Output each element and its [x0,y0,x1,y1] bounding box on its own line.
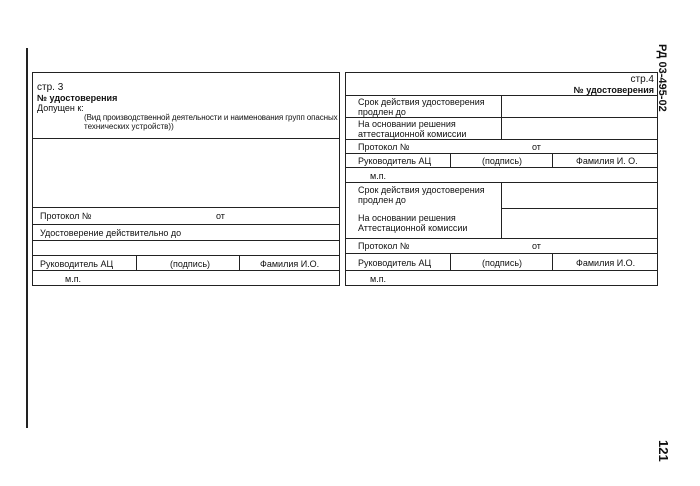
right-name2-label: Фамилия И.О. [576,258,636,268]
right-bottom-border [346,285,658,286]
left-name-label: Фамилия И.О. [260,259,320,269]
right-divider-3 [346,139,658,140]
left-activity-caption-1: (Вид производственной деятельности и наименования групп опасных [84,113,338,122]
right-head2-label: Руководитель АЦ [358,258,432,268]
right-signature2-label: (подпись) [482,258,523,268]
left-cert-number-label: № удостоверения [37,93,118,103]
left-sig-sep-1 [136,255,137,270]
binding-edge-line [26,48,28,428]
center-rule-1 [339,72,340,286]
left-stamp-label: м.п. [65,274,82,284]
left-left-border [32,72,33,286]
right-divider-2 [346,117,658,118]
left-top-border [32,72,340,73]
right-basis1-line1: На основании решения [358,119,456,129]
right-divider-10 [346,270,658,271]
right-extension2-line2: продлен до [358,195,406,205]
right-sig1-sep-2 [552,153,553,167]
left-head-label: Руководитель АЦ [40,259,114,269]
right-basis1-line2: аттестационной комиссии [358,129,467,139]
right-divider-1 [346,95,658,96]
right-top-border [346,72,658,73]
right-extension1-line1: Срок действия удостоверения [358,97,485,107]
left-divider-6 [32,270,340,271]
right-signature1-label: (подпись) [482,156,523,166]
right-protocol2-label: Протокол № [358,241,410,251]
right-stamp1-label: м.п. [370,171,387,181]
right-divider-4 [346,153,658,154]
right-page-label: стр.4 [630,74,654,85]
doc-code-label: РД 03-495-02 [656,44,668,112]
left-card [32,72,340,286]
right-protocol1-from-label: от [532,142,541,152]
right-ext2-sep [501,182,502,238]
left-protocol-from-label: от [216,211,225,221]
right-divider-6 [346,182,658,183]
left-divider-2 [32,207,340,208]
right-divider-5 [346,167,658,168]
right-sig2-sep-1 [450,253,451,270]
left-bottom-border [32,285,340,286]
left-divider-1 [32,138,340,139]
right-protocol2-from-label: от [532,241,541,251]
left-signature-label: (подпись) [170,259,211,269]
right-basis2-line1: На основании решения [358,213,456,223]
left-divider-3 [32,224,340,225]
right-divider-8 [346,238,658,239]
right-card [346,72,658,286]
left-protocol-label: Протокол № [40,211,92,221]
right-basis2-line2: Аттестационной комиссии [358,223,468,233]
right-divider-9 [346,253,658,254]
right-head1-label: Руководитель АЦ [358,156,432,166]
left-activity-caption-2: технических устройств)) [84,122,174,131]
left-sig-sep-2 [239,255,240,270]
left-divider-4 [32,240,340,241]
left-page-label: стр. 3 [37,82,64,93]
right-extension1-line2: продлен до [358,107,406,117]
left-divider-5 [32,255,340,256]
right-divider-7 [501,208,658,209]
right-cert-number-label: № удостоверения [573,85,654,95]
right-name1-label: Фамилия И. О. [576,156,638,166]
page-number-label: 121 [656,440,671,462]
right-sig2-sep-2 [552,253,553,270]
right-stamp2-label: м.п. [370,274,387,284]
left-valid-until-label: Удостоверение действительно до [40,228,182,238]
right-protocol1-label: Протокол № [358,142,410,152]
left-admitted-label: Допущен к: [37,103,84,113]
right-extension2-line1: Срок действия удостоверения [358,185,485,195]
right-sig1-sep-1 [450,153,451,167]
